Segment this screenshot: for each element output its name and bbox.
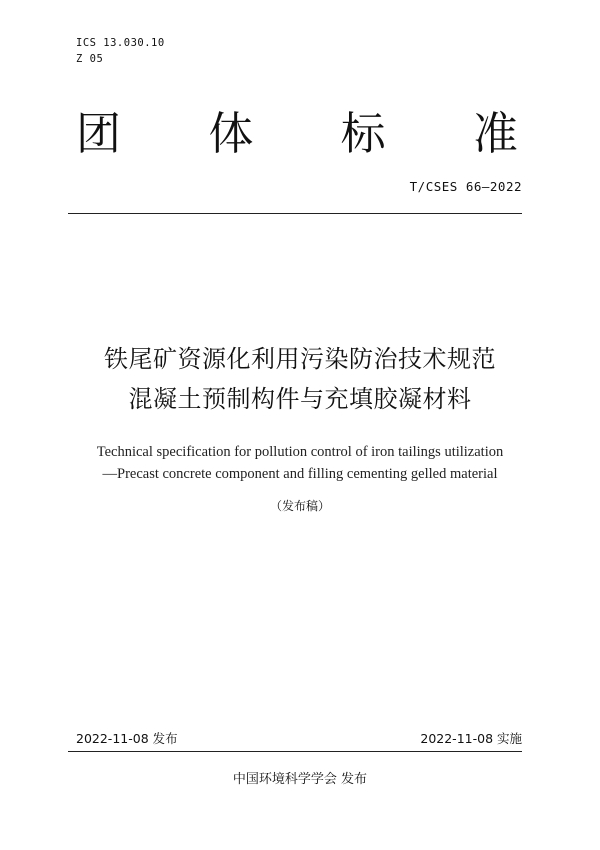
doc-type-char: 标 — [340, 107, 386, 160]
ccs-code: Z 05 — [76, 53, 104, 65]
english-title-line-2: —Precast concrete component and filling cementing gelled material — [102, 466, 498, 482]
implement-date: 2022-11-08 实施 — [420, 731, 522, 746]
doc-type-char: 体 — [208, 107, 254, 160]
doc-type-char: 准 — [472, 107, 518, 160]
bottom-divider — [68, 751, 522, 752]
doc-type-char: 团 — [76, 107, 122, 160]
english-title-line-1: Technical specification for pollution control of iron tailings utilization — [96, 444, 504, 460]
top-divider — [68, 213, 522, 214]
publish-date: 2022-11-08 发布 — [76, 731, 178, 746]
draft-status: （发布稿） — [269, 499, 330, 513]
ics-code: ICS 13.030.10 — [76, 37, 165, 49]
chinese-title-line-1: 铁尾矿资源化利用污染防治技术规范 — [104, 345, 496, 373]
standard-number: T/CSES 66—2022 — [409, 179, 522, 194]
chinese-title-line-2: 混凝土预制构件与充填胶凝材料 — [128, 385, 472, 413]
document-type-heading — [76, 108, 518, 160]
issuing-organization: 中国环境科学学会 发布 — [232, 772, 368, 787]
